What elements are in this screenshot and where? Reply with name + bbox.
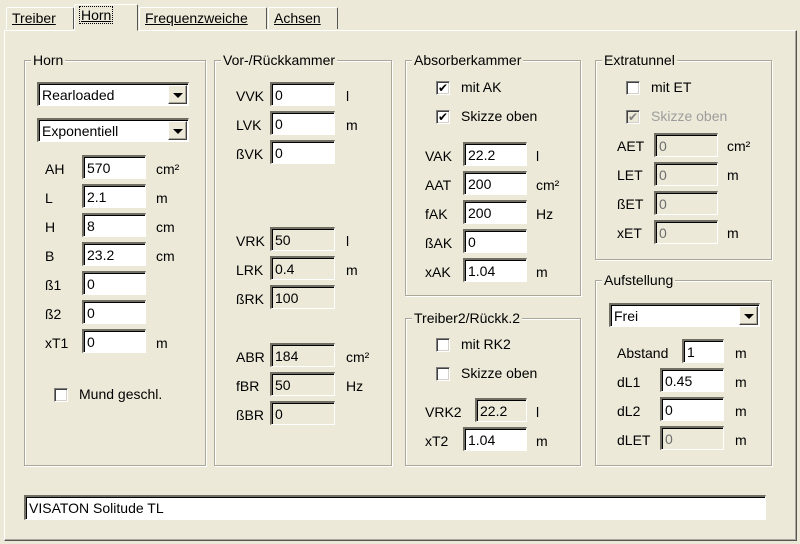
vak-input[interactable]: 22.2 (463, 142, 527, 166)
aufstellung-value: Frei (614, 308, 639, 324)
vrk-field: 50 (270, 227, 335, 251)
group-title: Absorberkammer (414, 52, 522, 68)
beta-vk-input[interactable]: 0 (270, 140, 335, 164)
unit-label: m (346, 117, 358, 133)
unit-label: m (727, 167, 739, 183)
horn-shape-select[interactable] (37, 118, 189, 142)
abstand-input[interactable]: 1 (682, 339, 724, 363)
beta1-input[interactable]: 0 (82, 271, 146, 295)
tab-treiber[interactable] (6, 7, 74, 29)
group-title: Vor-/Rückkammer (223, 52, 336, 68)
field-label: ßBR (236, 407, 264, 423)
tab-label: Achsen (274, 10, 321, 26)
mit-et-label: mit ET (651, 79, 692, 95)
unit-label: m (346, 262, 358, 278)
field-label: H (45, 219, 56, 235)
unit-label: cm² (727, 138, 751, 154)
field-label: AAT (425, 177, 452, 193)
field-label: dLET (617, 432, 651, 448)
let-field: 0 (654, 162, 718, 186)
tab-label: Horn (81, 7, 112, 23)
unit-label: l (346, 88, 350, 104)
beta-ak-input[interactable]: 0 (463, 229, 527, 253)
field-label: VVK (236, 88, 265, 104)
mit-ak-checkbox[interactable]: ✔ (437, 81, 449, 95)
l-input[interactable]: 2.1 (82, 184, 146, 208)
unit-label: cm (156, 248, 175, 264)
beta-et-field: 0 (654, 191, 718, 215)
unit-label: m (727, 225, 739, 241)
horn-type-value: Rearloaded (42, 87, 115, 103)
xak-input[interactable]: 1.04 (463, 258, 527, 282)
lrk-field: 0.4 (270, 256, 335, 280)
field-label: L (45, 190, 53, 206)
unit-label: cm (156, 219, 175, 235)
field-label: ß2 (45, 306, 62, 322)
tab-frequenzweiche[interactable] (139, 7, 267, 29)
dlet-field: 0 (660, 426, 724, 450)
unit-label: cm² (346, 349, 370, 365)
field-label: VRK2 (425, 404, 462, 420)
beta2-input[interactable]: 0 (82, 300, 146, 324)
beta-br-field: 0 (270, 401, 335, 425)
vvk-input[interactable]: 0 (270, 82, 335, 106)
chevron-down-icon[interactable] (739, 306, 758, 325)
xet-field: 0 (654, 220, 718, 244)
unit-label: m (735, 432, 747, 448)
skizze-et-label: Skizze oben (651, 108, 728, 124)
unit-label: Hz (346, 378, 364, 394)
field-label: fAK (425, 206, 448, 222)
field-label: VRK (236, 233, 265, 249)
abr-field: 184 (270, 343, 335, 367)
mit-rk2-checkbox[interactable] (436, 338, 450, 352)
group-title: Aufstellung (604, 272, 674, 288)
chevron-down-icon[interactable] (168, 121, 187, 140)
group-title: Horn (33, 52, 64, 68)
skizze-ak-checkbox[interactable]: ✔ (437, 110, 449, 124)
field-label: dL2 (617, 403, 641, 419)
field-label: LRK (236, 262, 264, 278)
unit-label: m (735, 345, 747, 361)
unit-label: l (346, 233, 350, 249)
unit-label: m (536, 433, 548, 449)
horn-shape-value: Exponentiell (42, 123, 119, 139)
ah-input[interactable]: 570 (82, 155, 146, 179)
tab-label: Frequenzweiche (145, 10, 248, 26)
vrk2-field: 22.2 (475, 398, 527, 422)
unit-label: m (536, 264, 548, 280)
field-label: xET (617, 225, 642, 241)
mund-checkbox[interactable] (54, 388, 68, 402)
description-input[interactable]: VISATON Solitude TL (24, 495, 766, 520)
field-label: ßET (617, 196, 644, 212)
field-label: ßVK (236, 146, 264, 162)
fak-input[interactable]: 200 (463, 200, 527, 224)
aet-field: 0 (654, 133, 718, 157)
skizze-rk2-label: Skizze oben (461, 365, 538, 381)
field-label: LVK (236, 117, 262, 133)
field-label: ABR (236, 349, 265, 365)
skizze-et-checkbox: ✔ (627, 110, 639, 124)
lvk-input[interactable]: 0 (270, 111, 335, 135)
xt2-input[interactable]: 1.04 (463, 427, 527, 451)
field-label: ßAK (425, 235, 453, 251)
xt1-input[interactable]: 0 (82, 329, 146, 353)
field-label: VAK (425, 148, 452, 164)
field-label: AET (617, 138, 645, 154)
field-label: xT2 (425, 433, 449, 449)
tab-achsen[interactable] (268, 7, 338, 29)
dl1-input[interactable]: 0.45 (660, 368, 724, 392)
mit-ak-label: mit AK (461, 79, 502, 95)
unit-label: m (735, 403, 747, 419)
unit-label: m (156, 190, 168, 206)
aat-input[interactable]: 200 (463, 171, 527, 195)
beta-rk-field: 100 (270, 285, 335, 309)
aufstellung-select[interactable] (609, 303, 760, 327)
b-input[interactable]: 23.2 (82, 242, 146, 266)
dl2-input[interactable]: 0 (660, 397, 724, 421)
unit-label: m (156, 335, 168, 351)
unit-label: l (536, 148, 540, 164)
field-label: xAK (425, 264, 451, 280)
field-label: B (45, 248, 55, 264)
skizze-rk2-checkbox[interactable] (436, 367, 450, 381)
field-label: Abstand (617, 345, 669, 361)
horn-type-select[interactable] (37, 82, 189, 106)
mit-et-checkbox[interactable] (626, 81, 640, 95)
group-title: Treiber2/Rückk.2 (414, 310, 521, 326)
field-label: ßRK (236, 291, 264, 307)
h-input[interactable]: 8 (82, 213, 146, 237)
chevron-down-icon[interactable] (168, 85, 187, 104)
field-label: fBR (236, 378, 260, 394)
skizze-ak-label: Skizze oben (461, 108, 538, 124)
field-label: xT1 (45, 335, 69, 351)
group-title: Extratunnel (604, 52, 675, 68)
unit-label: cm² (536, 177, 560, 193)
tab-label: Treiber (12, 10, 56, 26)
field-label: ß1 (45, 277, 62, 293)
fbr-field: 50 (270, 372, 335, 396)
unit-label: m (735, 374, 747, 390)
tab-horn[interactable] (74, 4, 138, 31)
mit-rk2-label: mit RK2 (461, 336, 511, 352)
unit-label: Hz (536, 206, 554, 222)
mund-label: Mund geschl. (79, 386, 163, 402)
unit-label: cm² (156, 161, 180, 177)
field-label: LET (617, 167, 643, 183)
unit-label: l (536, 404, 540, 420)
field-label: AH (45, 161, 65, 177)
field-label: dL1 (617, 374, 641, 390)
